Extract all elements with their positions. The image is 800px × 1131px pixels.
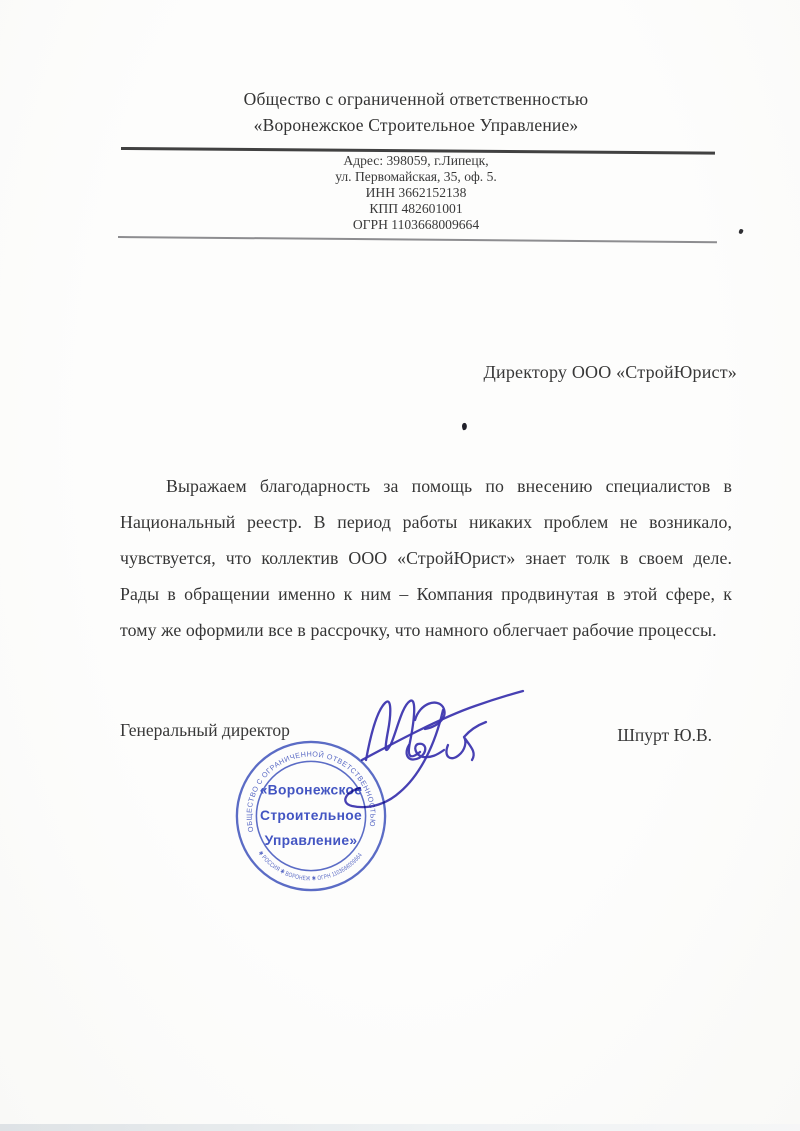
requisite-address-line1: Адрес: 398059, г.Липецк,: [343, 153, 489, 168]
signature-zigzag-stroke: [366, 701, 420, 760]
requisite-inn: ИНН 3662152138: [365, 184, 467, 200]
handwritten-signature: [325, 675, 540, 815]
letterhead-divider-bottom: [118, 236, 717, 243]
letterhead: [110, 86, 722, 138]
requisite-kpp: КПП 482601001: [369, 200, 463, 216]
body-line: тому же оформили все в рассрочку, что намного облегчает рабочие процессы.: [120, 620, 717, 640]
stamp-center-line2: Строительное: [260, 806, 362, 823]
requisite-address-line2: ул. Первомайская, 35, оф. 5.: [335, 168, 497, 184]
signoff-title: Генеральный директор: [120, 720, 290, 740]
ink-dot: [461, 422, 468, 430]
scan-speck: [738, 228, 743, 234]
body-line: Национальный реестр. В период работы никаких проблем не возникало,: [120, 512, 732, 532]
stamp-center-line3: Управление»: [264, 832, 358, 849]
signature-letters-stroke: [407, 722, 486, 760]
org-name: «Воронежское Строительное Управление»: [253, 115, 579, 135]
scan-edge-shadow: [0, 1124, 800, 1131]
stamp-ring-top-textpath: ОБЩЕСТВО С ОГРАНИЧЕННОЙ ОТВЕТСТВЕННОСТЬЮ: [244, 749, 378, 834]
stamp-center-line1: «Воронежское: [259, 781, 363, 798]
requisites-block: [110, 153, 722, 233]
letter-body: [120, 468, 732, 648]
signoff-name: Шпурт Ю.В.: [617, 725, 712, 745]
org-type: Общество с ограниченной ответственностью: [243, 89, 589, 109]
stamp-ring-bottom-textpath: ✱ РОССИЯ ✱ ВОРОНЕЖ ✱ ОГРН 1103668009664: [256, 849, 365, 883]
body-line: Рады в обращении именно к ним – Компания продвинутая в этой сфере, к: [120, 584, 732, 604]
recipient-line: Директору ООО «СтройЮрист»: [483, 362, 737, 382]
body-line: Выражаем благодарность за помощь по внесению специалистов в: [166, 476, 732, 496]
signature-descender-stroke: [345, 710, 443, 807]
requisite-ogrn: ОГРН 1103668009664: [352, 216, 480, 232]
body-line: чувствуется, что коллектив ООО «СтройЮрист» знает толк в своем деле.: [120, 548, 732, 568]
